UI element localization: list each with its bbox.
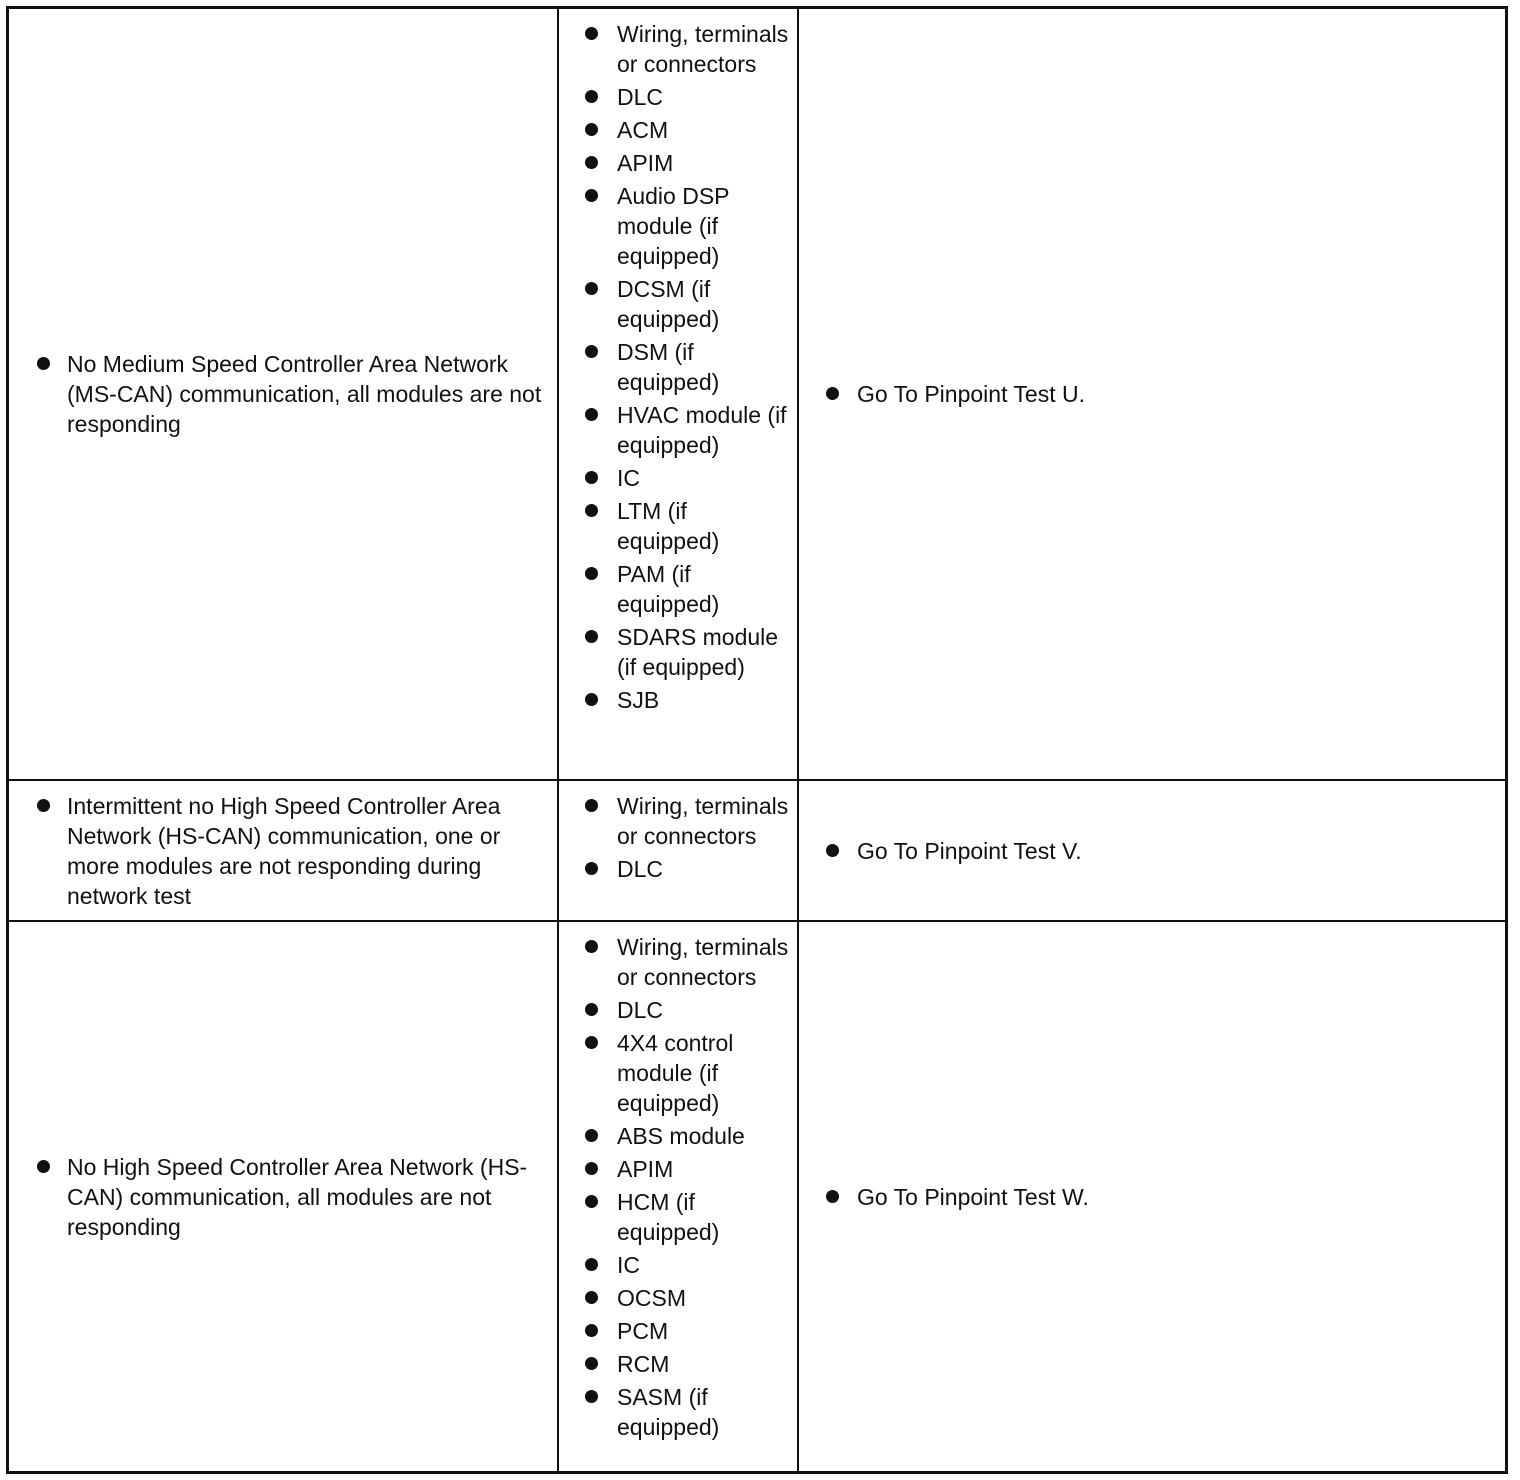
source-item: Wiring, terminals or connectors — [559, 791, 797, 851]
source-item: ABS module — [559, 1121, 797, 1151]
action-text: Go To Pinpoint Test W. — [799, 1182, 1089, 1212]
source-item: HVAC module (if equipped) — [559, 400, 797, 460]
table-row — [9, 779, 1505, 920]
action-cell — [799, 922, 1505, 1471]
condition-cell — [9, 781, 557, 920]
table-row — [9, 920, 1505, 1471]
condition-cell — [9, 9, 557, 779]
action-cell — [799, 781, 1505, 920]
source-item: DLC — [559, 995, 797, 1025]
source-item: 4X4 control module (if equipped) — [559, 1028, 797, 1118]
action-text: Go To Pinpoint Test U. — [799, 379, 1085, 409]
source-item: DLC — [559, 82, 797, 112]
source-item: Wiring, terminals or connectors — [559, 19, 797, 79]
source-item: SJB — [559, 685, 797, 715]
source-item: HCM (if equipped) — [559, 1187, 797, 1247]
condition-text: Intermittent no High Speed Controller Area Network (HS-CAN) communication, one or more modules are not responding during network test — [9, 791, 557, 911]
source-item: SASM (if equipped) — [559, 1382, 797, 1442]
source-item: SDARS module (if equipped) — [559, 622, 797, 682]
source-item: OCSM — [559, 1283, 797, 1313]
source-item: IC — [559, 1250, 797, 1280]
source-item: APIM — [559, 1154, 797, 1184]
source-item: PCM — [559, 1316, 797, 1346]
source-item: PAM (if equipped) — [559, 559, 797, 619]
action-cell — [799, 9, 1505, 779]
source-item: ACM — [559, 115, 797, 145]
source-item: LTM (if equipped) — [559, 496, 797, 556]
source-item: Wiring, terminals or connectors — [559, 932, 797, 992]
table-row — [9, 9, 1505, 779]
source-item: DLC — [559, 854, 797, 884]
source-item: RCM — [559, 1349, 797, 1379]
possible-sources-cell — [557, 922, 799, 1471]
source-item: DSM (if equipped) — [559, 337, 797, 397]
condition-cell — [9, 922, 557, 1471]
possible-sources-cell — [557, 781, 799, 920]
action-text: Go To Pinpoint Test V. — [799, 836, 1082, 866]
symptom-chart-table — [6, 6, 1508, 1474]
source-item: DCSM (if equipped) — [559, 274, 797, 334]
possible-sources-cell — [557, 9, 799, 779]
source-item: Audio DSP module (if equipped) — [559, 181, 797, 271]
condition-text: No High Speed Controller Area Network (HS-CAN) communication, all modules are not responding — [9, 1152, 557, 1242]
source-item: IC — [559, 463, 797, 493]
source-item: APIM — [559, 148, 797, 178]
condition-text: No Medium Speed Controller Area Network (MS-CAN) communication, all modules are not responding — [9, 349, 557, 439]
